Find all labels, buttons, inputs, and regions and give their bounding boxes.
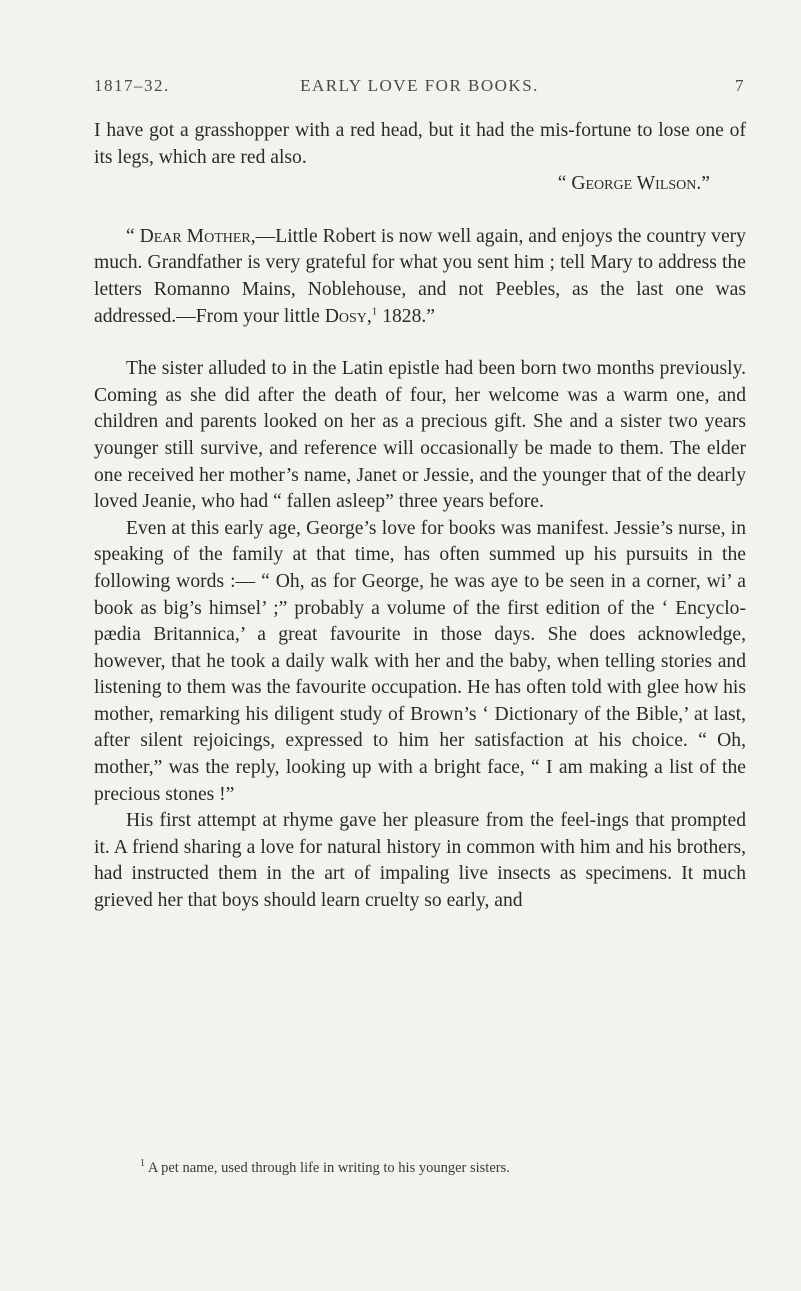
spacer: [94, 198, 746, 224]
letter-two: [94, 224, 746, 330]
spacer: [94, 330, 746, 356]
letter-two-text: —Little Robert is now well again, and enjoys the country very much. Grandfather is very grateful for what you sent him ; tell Mary to address the letters Romanno Mains, Noblehouse, and not Peebles, as the last one was addressed.—From your little: [94, 225, 746, 327]
paragraph: The sister alluded to in the Latin epistle had been born two months previously. Coming as she did after the death of four, her welcome was a warm one, and children and parents looked on her as a precious gift. She and a sister two years younger still survive, and reference will occasionally be made to them. The elder one received her mother’s name, Janet or Jessie, and the younger that of the dearly loved Jeanie, who had “ fallen asleep” three years before.: [94, 358, 746, 513]
footnote-reference: 1: [371, 305, 378, 318]
running-header: [94, 76, 745, 96]
page-body: [94, 118, 746, 915]
paragraph: His first attempt at rhyme gave her pleasure from the feel-ings that prompted it. A friend sharing a love for natural history in common with him and his brothers, had instructed them in the art of impaling live insects as specimens. It much grieved her that boys should learn cruelty so early, and: [94, 810, 746, 912]
letter-salutation: “ Dear Mother,: [126, 225, 256, 247]
footnote: [94, 1159, 746, 1177]
letter-signature: “ George Wilson.”: [557, 173, 710, 195]
footnote-mark: 1: [140, 1158, 145, 1170]
footnote-text: A pet name, used through life in writing to his younger sisters.: [145, 1160, 510, 1176]
letter-text: I have got a grasshopper with a red head, but it had the mis-fortune to lose one of its legs, which are red also.: [94, 120, 746, 168]
letter-two-close: 1828.”: [377, 305, 435, 327]
header-date-range: 1817–32.: [94, 76, 170, 95]
page-number: 7: [735, 76, 745, 95]
paragraph: Even at this early age, George’s love for books was manifest. Jessie’s nurse, in speaking of the family at that time, has often summed up his pursuits in the following words :— “ Oh, as for George, he was aye to be seen in a corner, wi’ a book as big’s himsel’ ;” probably a volume of the first edition of the ‘ Encyclo-pædia Britannica,’ a great favourite in those days. She does acknowledge, however, that he took a daily walk with her and the baby, when telling stories and listening to them was the favourite occupation. He has often told with glee how his mother, remarking his diligent study of Brown’s ‘ Dictionary of the Bible,’ at last, after silent rejoicings, expressed to him her satisfaction at his choice. “ Oh, mother,” was the reply, looking up with a bright face, “ I am making a list of the precious stones !”: [94, 517, 746, 805]
letter-two-name: Dosy,: [324, 305, 372, 327]
header-title: EARLY LOVE FOR BOOKS.: [300, 76, 539, 95]
